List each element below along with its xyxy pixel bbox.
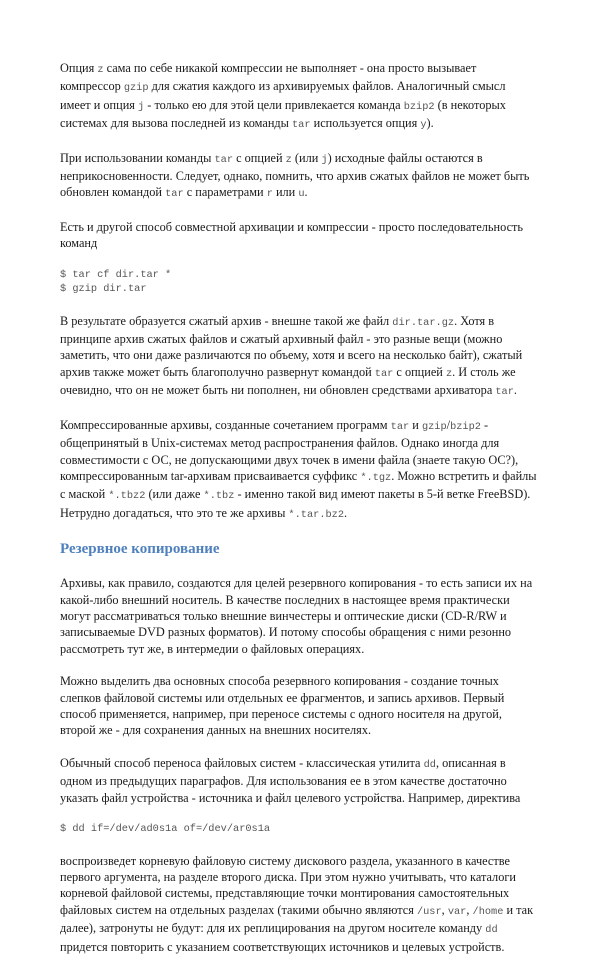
- paragraph-source-files: При использовании команды tar с опцией z (или j) исходные файлы остаются в неприкосновенности. Следует, однако, помнить, что архив сжатых файлов не может быть обновлен командой tar с параметрами r или u.: [60, 150, 530, 201]
- inline-code: *.tgz: [360, 471, 392, 484]
- paragraph-backup-methods: Можно выделить два основных способа резервного копирования - создание точных слепков файловой системы или отдельных ее фрагментов, и запись архивов. Первый способ применяется, например, при переносе системы с одного носителя на другой, второй же - для сохранения данных на внешних носителях.: [60, 674, 505, 738]
- inline-code: u: [298, 188, 305, 201]
- code-block-dd: [60, 822, 537, 837]
- inline-code: r: [266, 188, 273, 201]
- inline-code: gzip: [421, 420, 447, 433]
- inline-code: *.tbz2: [108, 490, 146, 503]
- inline-code: tar: [214, 153, 234, 166]
- inline-code: tar: [292, 119, 311, 132]
- inline-code: y: [420, 119, 427, 132]
- paragraph-dd-utility: Обычный способ переноса файловых систем - классическая утилита dd, описанная в одном из предыдущих параграфов. Для использования ее в этом качестве достаточно указать файл устройства - источника и файл целевого устройства. Например, директива: [60, 755, 521, 805]
- inline-code: bzip2: [403, 100, 435, 113]
- section-heading: Резервное копирование: [60, 541, 220, 558]
- inline-code: gzip: [123, 82, 149, 95]
- inline-code: j: [321, 153, 328, 166]
- code-line: $ tar cf dir.tar *: [60, 268, 172, 281]
- inline-code: *.tar.bz2: [288, 508, 345, 521]
- inline-code: /usr: [416, 905, 442, 918]
- paragraph-option-z: Опция z сама по себе никакой компрессии не выполняет - она просто вызывает компрессор gzip для сжатия каждого из архивируемых файлов. Аналогичный смысл имеет и опция j - только ею для этой цели привлекается команда bzip2 (в некоторых системах для вызова последней из команды tar используется опция y).: [60, 61, 506, 132]
- inline-code: tar: [165, 188, 184, 201]
- paragraph-backup-intro: Архивы, как правило, создаются для целей резервного копирования - то есть записи их на какой-либо внешний носитель. В качестве последних в настоящее время практически могут рассматриваться только внешние винчестеры и оптические диски (CD-R/RW и записываемые DVD разных форматов). И потому способы обращения с ними резонно рассмотреть тут же, в интермедии о файловых операциях.: [60, 576, 533, 656]
- inline-code: tar: [390, 420, 410, 433]
- paragraph-dd-result: воспроизведет корневую файловую систему дискового раздела, указанного в качестве первого аргумента, на разделе второго диска. При этом нужно учитывать, что каталоги корневой файловой системы, представляющие точки монтирования самостоятельных файловых систем на отдельных разделах (такими обычно являются /usr, var, /home и так далее), затронуты не будут: для их реплицирования на другом носителе команду dd придется повторить с указанием соответствующих источников и целевых устройств.: [60, 853, 534, 954]
- code-line: $ gzip dir.tar: [60, 283, 147, 296]
- inline-code: tar: [374, 367, 394, 380]
- code-block-tar-gzip: [60, 268, 537, 297]
- inline-code: dir.tar.gz: [392, 316, 455, 329]
- paragraph-compressed-archives: Компрессированные архивы, созданные сочетанием программ tar и gzip/bzip2 - общепринятый в Unix-системах метод распространения файлов. Однако иногда для совместимости с ОС, не допускающими двух точек в имени файла (знаете такую ОС?), компрессированным tar-архивам присваивается суффикс *.tgz. Можно встретить и файлы с маской *.tbz2 (или даже *.tbz - именно такой вид имеют пакеты в 5-й ветке FreeBSD). Нетрудно догадаться, что это те же архивы *.tar.bz2.: [60, 417, 537, 521]
- inline-code: j: [138, 100, 145, 113]
- inline-code: z: [285, 153, 292, 166]
- code-line: $ dd if=/dev/ad0s1a of=/dev/ar0s1a: [60, 823, 271, 835]
- inline-code: dd: [423, 758, 436, 771]
- inline-code: var: [447, 905, 467, 918]
- inline-code: tar: [495, 386, 514, 399]
- inline-code: z: [445, 367, 453, 380]
- inline-code: bzip2: [450, 420, 481, 433]
- paragraph-result: В результате образуется сжатый архив - внешне такой же файл dir.tar.gz. Хотя в принципе архив сжатых файлов и сжатый архивный файл - это разные вещи (можно заметить, что они даже различаются по объему, хотя и всего на несколько байт), сжатый архив также может быть благополучно развернут командой tar с опцией z. И столь же очевидно, что он не может быть ни пополнен, ни обновлен средствами архиватора tar.: [60, 313, 523, 399]
- inline-code: dd: [485, 924, 498, 937]
- inline-code: *.tbz: [203, 490, 235, 503]
- inline-code: z: [97, 64, 104, 76]
- paragraph-other-method: Есть и другой способ совместной архивации и компрессии - просто последовательность команд: [60, 219, 524, 251]
- inline-code: /home: [472, 905, 504, 918]
